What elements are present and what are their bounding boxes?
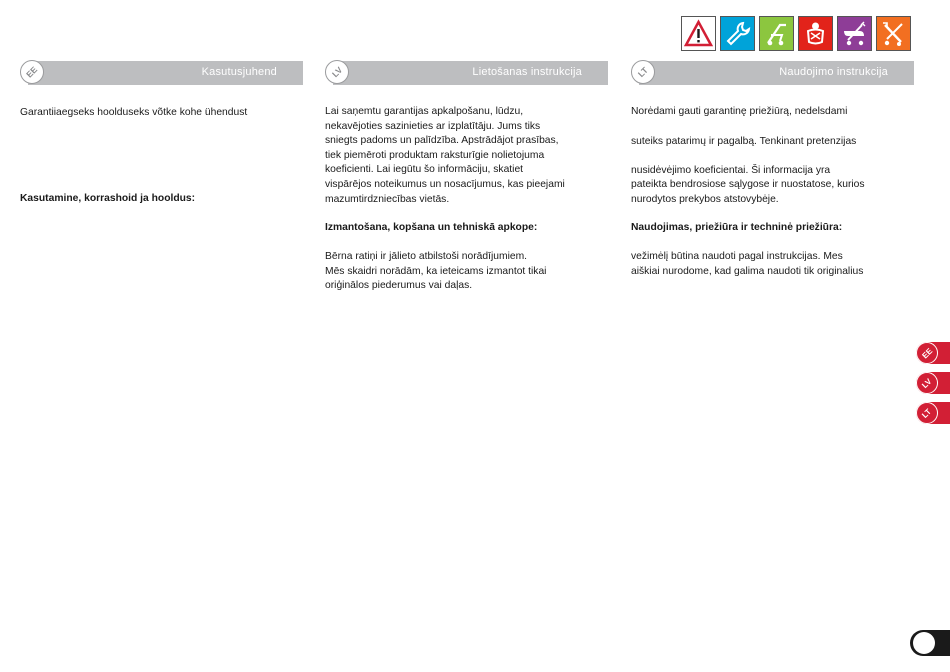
stroller-icon [759, 16, 794, 51]
wrench-icon [720, 16, 755, 51]
paragraph-line: oriģinālos piederumus vai daļas. [325, 280, 473, 292]
paragraph-line: koeficienti. Lai iegūtu šo informāciju, skatiet [325, 164, 524, 176]
paragraph-line: sniegts padoms un palīdzība. Apstrādājot prasības, [325, 135, 559, 147]
paragraph-line: vežimėlį būtina naudoti pagal instrukcijas. Mes [631, 251, 843, 262]
column-lv [325, 60, 608, 292]
section-heading: Izmantošana, kopšana un tehniskā apkope: [325, 222, 538, 233]
paragraph-line: pateikta bendrosiose sąlygose ir nuostatose, kurios [631, 179, 865, 191]
section-heading: Naudojimas, priežiūra ir techninė priežiūra: [631, 222, 843, 233]
section-header-ee [20, 60, 303, 86]
language-code: LV [329, 64, 345, 80]
page-indicator-circle [913, 632, 935, 654]
child-seat-icon [798, 16, 833, 51]
language-code-badge [631, 60, 655, 84]
tab-badge [916, 402, 938, 424]
language-code-badge [325, 60, 349, 84]
paragraph-line: Bērna ratiņi ir jālieto atbilstoši norādījumiem. [325, 251, 528, 262]
language-tab-lt[interactable] [916, 402, 950, 424]
language-tab-ee[interactable] [916, 342, 950, 364]
paragraph-line: aiškiai nurodome, kad galima naudoti tik originalius [631, 265, 864, 277]
paragraph-line: mazumtirdzniecības vietās. [325, 193, 450, 205]
paragraph-line: nusidėvėjimo koeficientai. Ši informacija yra [631, 164, 831, 176]
section-header-lv [325, 60, 608, 86]
section-header-lt [631, 60, 914, 86]
page-indicator [910, 630, 950, 656]
section-title: Kasutusjuhend [201, 66, 277, 78]
tab-badge [916, 372, 938, 394]
language-tab-lv[interactable] [916, 372, 950, 394]
tab-badge [916, 342, 938, 364]
column-ee [20, 60, 303, 204]
tab-label: EE [920, 346, 934, 360]
paragraph-line: nurodytos prekybos atstovybėje. [631, 193, 779, 205]
paragraph-line: nekavējoties sazinieties ar izplatītāju. Jums tiks [325, 120, 541, 132]
language-code: EE [24, 64, 40, 80]
paragraph-line: Norėdami gauti garantinę priežiūrą, nedelsdami [631, 106, 848, 117]
tab-label: LT [920, 406, 934, 420]
icon-strip [681, 16, 911, 51]
warning-triangle-icon [681, 16, 716, 51]
section-title: Lietošanas instrukcija [472, 66, 582, 78]
paragraph-line: Mēs skaidri norādām, ka ieteicams izmantot tikai [325, 265, 547, 277]
language-code: LT [636, 65, 650, 79]
paragraph-line: tiek piemēroti produktam raksturīgie nolietojuma [325, 149, 545, 161]
paragraph-line: Lai saņemtu garantijas apkalpošanu, lūdzu, [325, 106, 524, 117]
carrycot-icon [837, 16, 872, 51]
section-title: Naudojimo instrukcija [779, 66, 888, 78]
stroller-tools-icon [876, 16, 911, 51]
paragraph-line: suteiks patarimų ir pagalbą. Tenkinant pretenzijas [631, 135, 857, 147]
column-lt [631, 60, 914, 277]
paragraph-line: Garantiiaegseks hoolduseks võtke kohe ühendust [20, 107, 248, 118]
section-heading: Kasutamine, korrashoid ja hooldus: [20, 193, 196, 204]
language-code-badge [20, 60, 44, 84]
tab-label: LV [920, 376, 934, 390]
paragraph-line: vispārējos noteikumus un nosacījumus, kas pieejami [325, 179, 565, 190]
